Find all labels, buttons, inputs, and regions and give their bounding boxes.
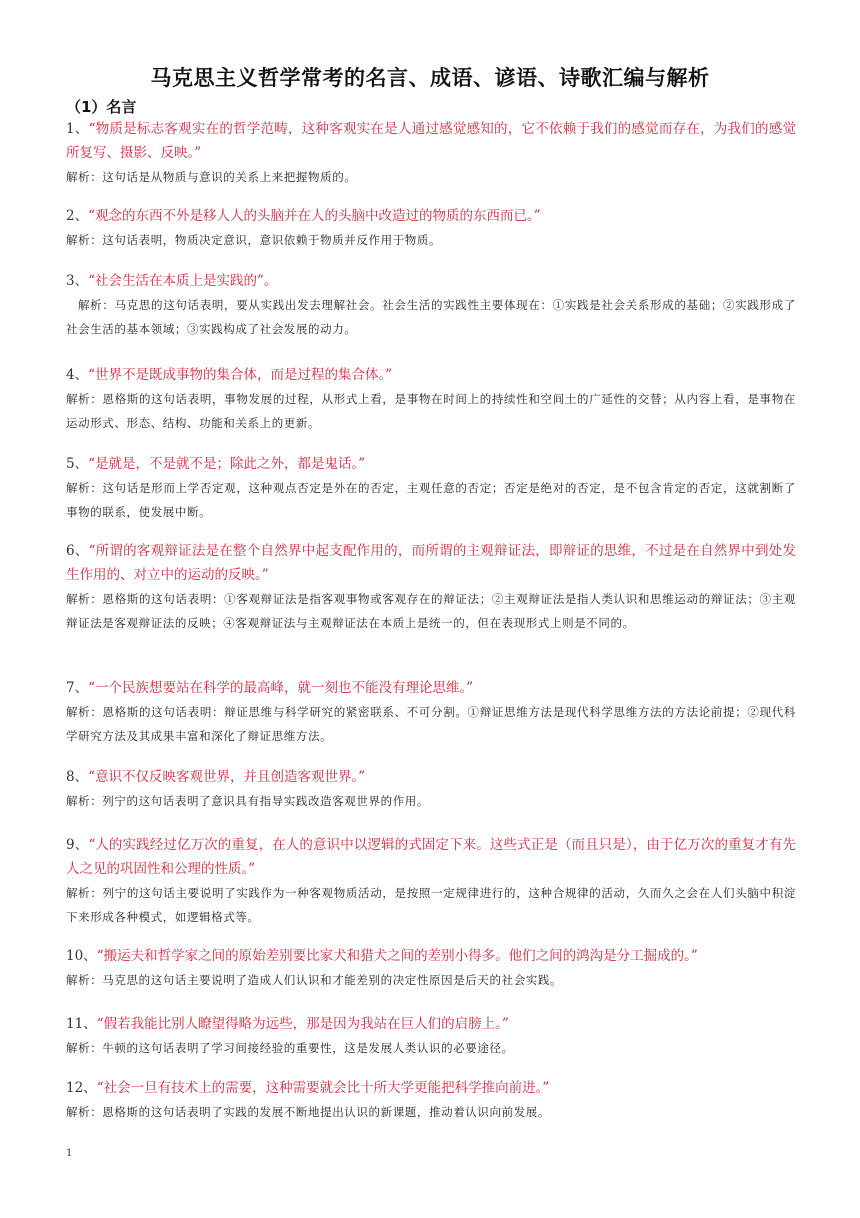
analysis-text: 解析：恩格斯的这句话表明：①客观辩证法是指客观事物或客观存在的辩证法；②主观辩证法是指人类认识和思维运动的辩证法；③主观辩证法是客观辩证法的反映；④客观辩证法与主观辩证法在本质上是统一的，但在表现形式上则是不同的。 [66,592,796,630]
analysis-text: 解析：这句话是从物质与意识的关系上来把握物质的。 [66,170,357,184]
quote-entry-1 [66,117,796,189]
quote-text: 11、“假若我能比别人瞭望得略为远些，那是因为我站在巨人们的启膀上。” [66,1016,509,1032]
analysis-text: 解析：这句话表明，物质决定意识，意识依赖于物质并反作用于物质。 [66,233,442,247]
analysis-text: 解析：恩格斯的这句话表明了实践的发展不断地提出认识的新课题，推动着认识向前发展。 [66,1105,550,1119]
analysis-text: 解析：马克思的这句话主要说明了造成人们认识和才能差别的决定性原因是后天的社会实践。 [66,973,563,987]
quote-text: 4、“世界不是既成事物的集合体，而是过程的集合体。” [66,367,393,383]
quote-text: 2、“观念的东西不外是移人人的头脑并在人的头脑中改造过的物质的东西而已。” [66,208,541,224]
quote-entry-6 [66,539,796,635]
quote-text: 5、“是就是，不是就不是；除此之外，都是鬼话。” [66,456,366,472]
analysis-text: 解析：列宁的这句话主要说明了实践作为一种客观物质活动，是按照一定规律进行的，这种合规律的活动，久而久之会在人们头脑中积淀下来形成各种模式，如逻辑格式等。 [66,886,796,924]
section-heading: （1）名言 [66,98,137,116]
quote-entry-11 [66,1012,796,1060]
quote-entry-12 [66,1076,796,1124]
quote-entry-9 [66,833,796,929]
quote-entry-8 [66,765,796,813]
quote-entry-2 [66,204,796,252]
quote-text: 3、“社会生活在本质上是实践的”。 [66,273,278,289]
quote-entry-5 [66,452,796,524]
analysis-text: 解析：牛顿的这句话表明了学习间接经验的重要性，这是发展人类认识的必要途径。 [66,1041,514,1055]
quote-entry-3 [66,269,796,341]
quote-text: 7、“一个民族想要站在科学的最高峰，就一刻也不能没有理论思维。” [66,680,474,696]
analysis-text: 解析：恩格斯的这句话表明：辩证思维与科学研究的紧密联系、不可分割。①辩证思维方法是现代科学思维方法的方法论前提；②现代科学研究方法及其成果丰富和深化了辩证思维方法。 [66,705,796,743]
quote-entry-10 [66,944,796,992]
page-number: 1 [66,1148,73,1159]
quote-text: 12、“社会一旦有技术上的需要，这种需要就会比十所大学更能把科学推向前进。” [66,1080,550,1096]
quote-text: 6、“所谓的客观辩证法是在整个自然界中起支配作用的，而所谓的主观辩证法，即辩证的思维，不过是在自然界中到处发生作用的、对立中的运动的反映。” [66,543,796,583]
document-title: 马克思主义哲学常考的名言、成语、谚语、诗歌汇编与解析 [150,65,710,90]
quote-text: 1、“物质是标志客观实在的哲学范畴，这种客观实在是人通过感觉感知的，它不依赖于我们的感觉而存在，为我们的感觉所复写、摄影、反映。” [66,121,796,161]
analysis-text: 解析：列宁的这句话表明了意识具有指导实践改造客观世界的作用。 [66,794,429,808]
quote-entry-7 [66,676,796,748]
quote-entry-4 [66,363,796,435]
quote-text: 10、“搬运夫和哲学家之间的原始差别要比家犬和猎犬之间的差别小得多。他们之间的鸿沟是分工掘成的。” [66,948,698,964]
quote-text: 8、“意识不仅反映客观世界，并且创造客观世界。” [66,769,366,785]
quote-text: 9、“人的实践经过亿万次的重复，在人的意识中以逻辑的式固定下来。这些式正是（而且只是），由于亿万次的重复才有先人之见的巩固性和公理的性质。” [66,837,796,877]
analysis-text: 解析：这句话是形而上学否定观，这种观点否定是外在的否定，主观任意的否定；否定是绝对的否定，是不包含肯定的否定，这就割断了事物的联系，使发展中断。 [66,481,796,519]
analysis-text: 解析：恩格斯的这句话表明，事物发展的过程，从形式上看，是事物在时间上的持续性和空间土的广延性的交替；从内容上看，是事物在运动形式、形态、结构、功能和关系上的更新。 [66,392,796,430]
analysis-text: 解析：马克思的这句话表明，要从实践出发去理解社会。社会生活的实践性主要体现在：①实践是社会关系形成的基础；②实践形成了社会生活的基本领域；③实践构成了社会发展的动力。 [66,298,796,336]
